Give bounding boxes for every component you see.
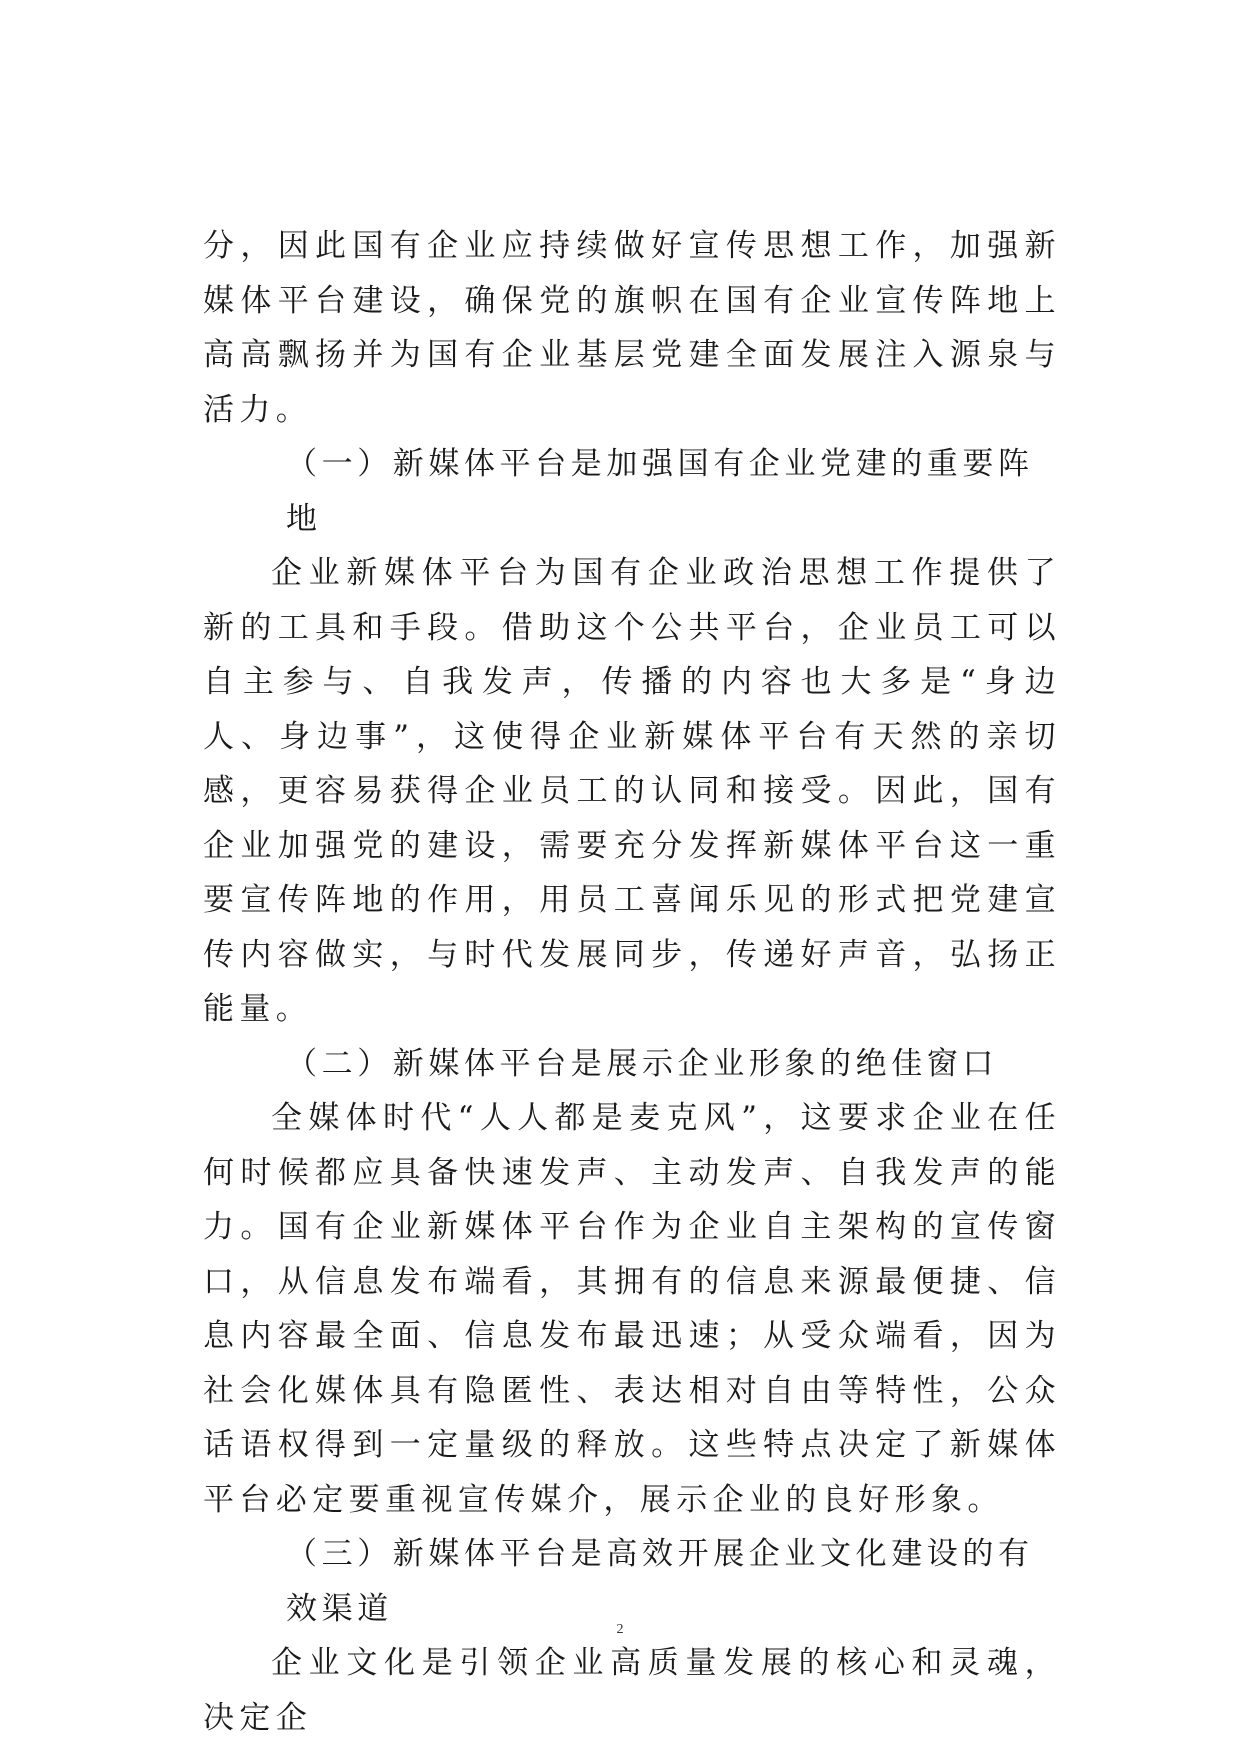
document-body: [203, 219, 1061, 1745]
body-paragraph: 企业文化是引领企业高质量发展的核心和灵魂，决定企: [203, 1645, 1061, 1736]
page-number: 2: [616, 1622, 624, 1637]
body-paragraph: 企业新媒体平台为国有企业政治思想工作提供了新的工具和手段。借助这个公共平台，企业员工可以自主参与、自我发声，传播的内容也大多是“身边人、身边事”，这使得企业新媒体平台有天然的亲切感，更容易获得企业员工的认同和接受。因此，国有企业加强党的建设，需要充分发挥新媒体平台这一重要宣传阵地的作用，用员工喜闻乐见的形式把党建宣传内容做实，与时代发展同步，传递好声音，弘扬正能量。: [203, 555, 1061, 1027]
body-paragraph: 全媒体时代“人人都是麦克风”，这要求企业在任何时候都应具备快速发声、主动发声、自我发声的能力。国有企业新媒体平台作为企业自主架构的宣传窗口，从信息发布端看，其拥有的信息来源最便捷、信息内容最全面、信息发布最迅速；从受众端看，因为社会化媒体具有隐匿性、表达相对自由等特性，公众话语权得到一定量级的释放。这些特点决定了新媒体平台必定要重视宣传媒介，展示企业的良好形象。: [203, 1100, 1061, 1518]
section-heading-2: （二）新媒体平台是展示企业形象的绝佳窗口: [286, 1045, 998, 1082]
section-heading-3: （三）新媒体平台是高效开展企业文化建设的有效渠道: [286, 1536, 1034, 1627]
section-heading-1: （一）新媒体平台是加强国有企业党建的重要阵地: [286, 446, 1034, 537]
body-paragraph: 分，因此国有企业应持续做好宣传思想工作，加强新媒体平台建设，确保党的旗帜在国有企业宣传阵地上高高飘扬并为国有企业基层党建全面发展注入源泉与活力。: [203, 228, 1061, 428]
